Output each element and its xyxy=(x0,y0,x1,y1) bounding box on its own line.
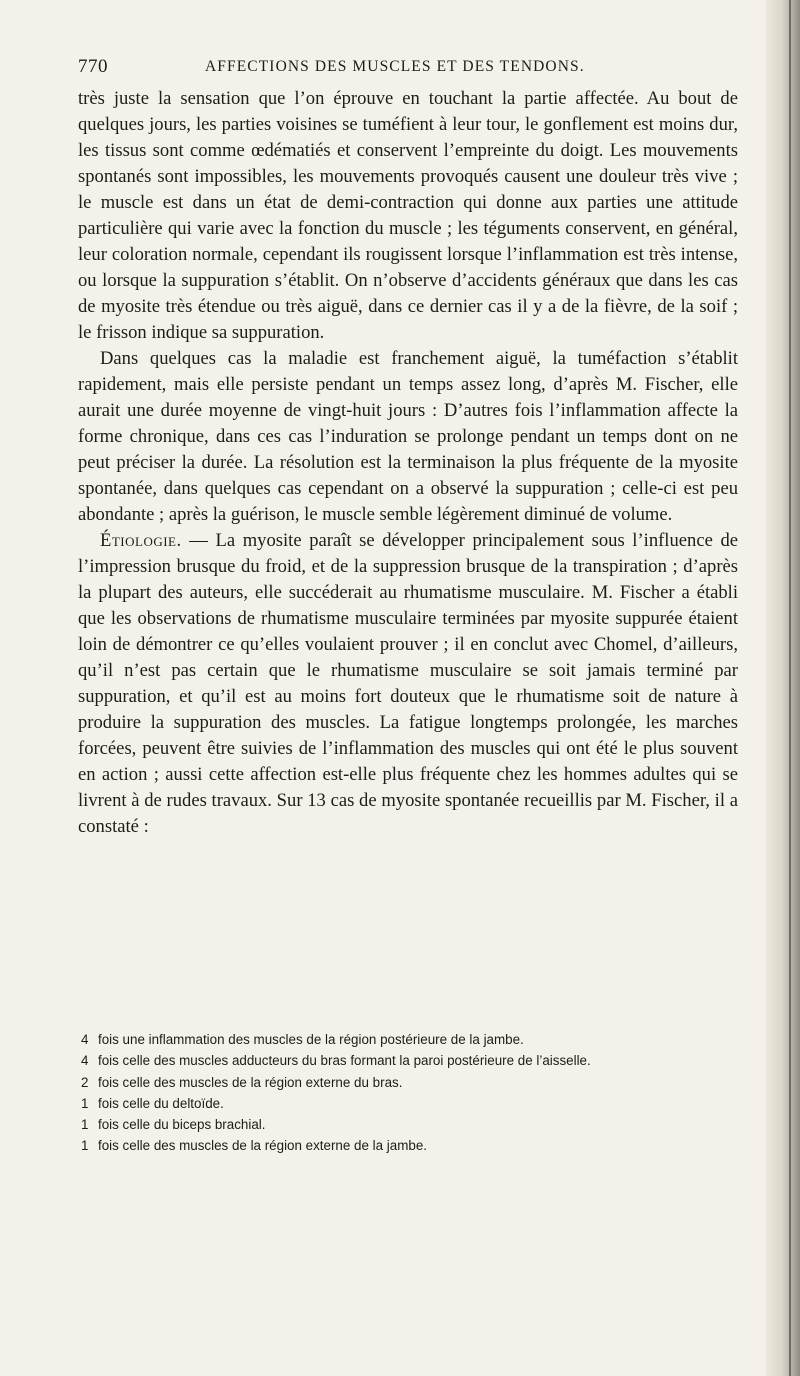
case-list xyxy=(78,1029,738,1157)
list-item-text: fois celle du biceps brachial. xyxy=(98,1117,266,1133)
list-item-count: 2 xyxy=(81,1074,89,1090)
list-item xyxy=(78,1050,738,1071)
list-item-count: 1 xyxy=(81,1117,89,1133)
list-item-text: fois celle des muscles de la région externe du bras. xyxy=(98,1074,403,1090)
paragraph-3 xyxy=(78,528,738,840)
section-heading-etiologie: Étiologie. xyxy=(100,530,182,551)
list-item-count: 1 xyxy=(81,1138,89,1154)
paragraph-1: très juste la sensation que l’on éprouve en touchant la partie affectée. Au bout de quelques jours, les parties voisines se tuméfient à leur tour, le gonflement est moins dur, les tissus sont comme œdématiés et conservent l’empreinte du doigt. Les mouvements spontanés sont impossibles, les mouvements provoqués causent une douleur très vive ; le muscle est dans un état de demi-contraction qui donne aux parties une attitude particulière qui varie avec la fonction du muscle ; les téguments conservent, en général, leur coloration normale, cependant ils rougissent lorsque l’inflammation est très intense, ou lorsque la suppuration s’établit. On n’observe d’accidents généraux que dans les cas de myosite très étendue ou très aiguë, dans ce dernier cas il y a de la fièvre, de la soif ; le frisson indique sa suppuration. xyxy=(78,88,738,343)
list-item-count: 4 xyxy=(81,1032,89,1047)
list-item-text: fois celle des muscles adducteurs du bras formant la paroi postérieure de l’aisselle. xyxy=(98,1053,591,1069)
list-item xyxy=(78,1029,738,1050)
list-item xyxy=(78,1093,738,1114)
list-item-count: 1 xyxy=(81,1095,89,1111)
page-header xyxy=(78,56,738,82)
page-edge-shadow xyxy=(766,0,800,1376)
paragraph-3-text: — La myosite paraît se développer principalement sous l’influence de l’impression brusque du froid, et de la suppression brusque de la transpiration ; d’après la plupart des auteurs, elle succéderait au rhumatisme musculaire. M. Fischer a établi que les observations de rhumatisme musculaire terminées par myosite suppurée étaient loin de démontrer ce qu’elles voulaient prouver ; il en conclut avec Chomel, d’ailleurs, qu’il n’est pas certain que le rhumatisme musculaire se soit jamais terminé par suppuration, et qu’il est au moins fort douteux que le rhumatisme soit de nature à produire la suppuration des muscles. La fatigue longtemps prolongée, les marches forcées, peuvent être suivies de l’inflammation des muscles qui ont été le plus souvent en action ; aussi cette affection est-elle plus fréquente chez les hommes adultes qui se livrent à de rudes travaux. Sur 13 cas de myosite spontanée recueillis par M. Fischer, il a constaté : xyxy=(78,530,738,837)
list-item xyxy=(78,1072,738,1093)
list-item-text: fois celle du deltoïde. xyxy=(98,1095,224,1111)
body-text xyxy=(78,86,738,840)
running-title: AFFECTIONS DES MUSCLES ET DES TENDONS. xyxy=(205,58,585,75)
paragraph-2: Dans quelques cas la maladie est franchement aiguë, la tuméfaction s’établit rapidement, mais elle persiste pendant un temps assez long, d’après M. Fischer, elle aurait une durée moyenne de vingt-huit jours : D’autres fois l’inflammation affecte la forme chronique, dans ces cas l’induration se prolonge pendant un temps dont on ne peut préciser la durée. La résolution est la terminaison la plus fréquente de la myosite spontanée, dans quelques cas cependant on a observé la suppuration ; celle-ci est peu abondante ; après la guérison, le muscle semble légèrement diminué de volume. xyxy=(78,348,738,525)
list-item-text: fois celle des muscles de la région externe de la jambe. xyxy=(98,1138,427,1154)
page-number: 770 xyxy=(78,56,108,77)
list-item xyxy=(78,1114,738,1135)
list-item-text: fois une inflammation des muscles de la région postérieure de la jambe. xyxy=(98,1032,524,1047)
list-item-count: 4 xyxy=(81,1053,89,1069)
list-item xyxy=(78,1135,738,1156)
